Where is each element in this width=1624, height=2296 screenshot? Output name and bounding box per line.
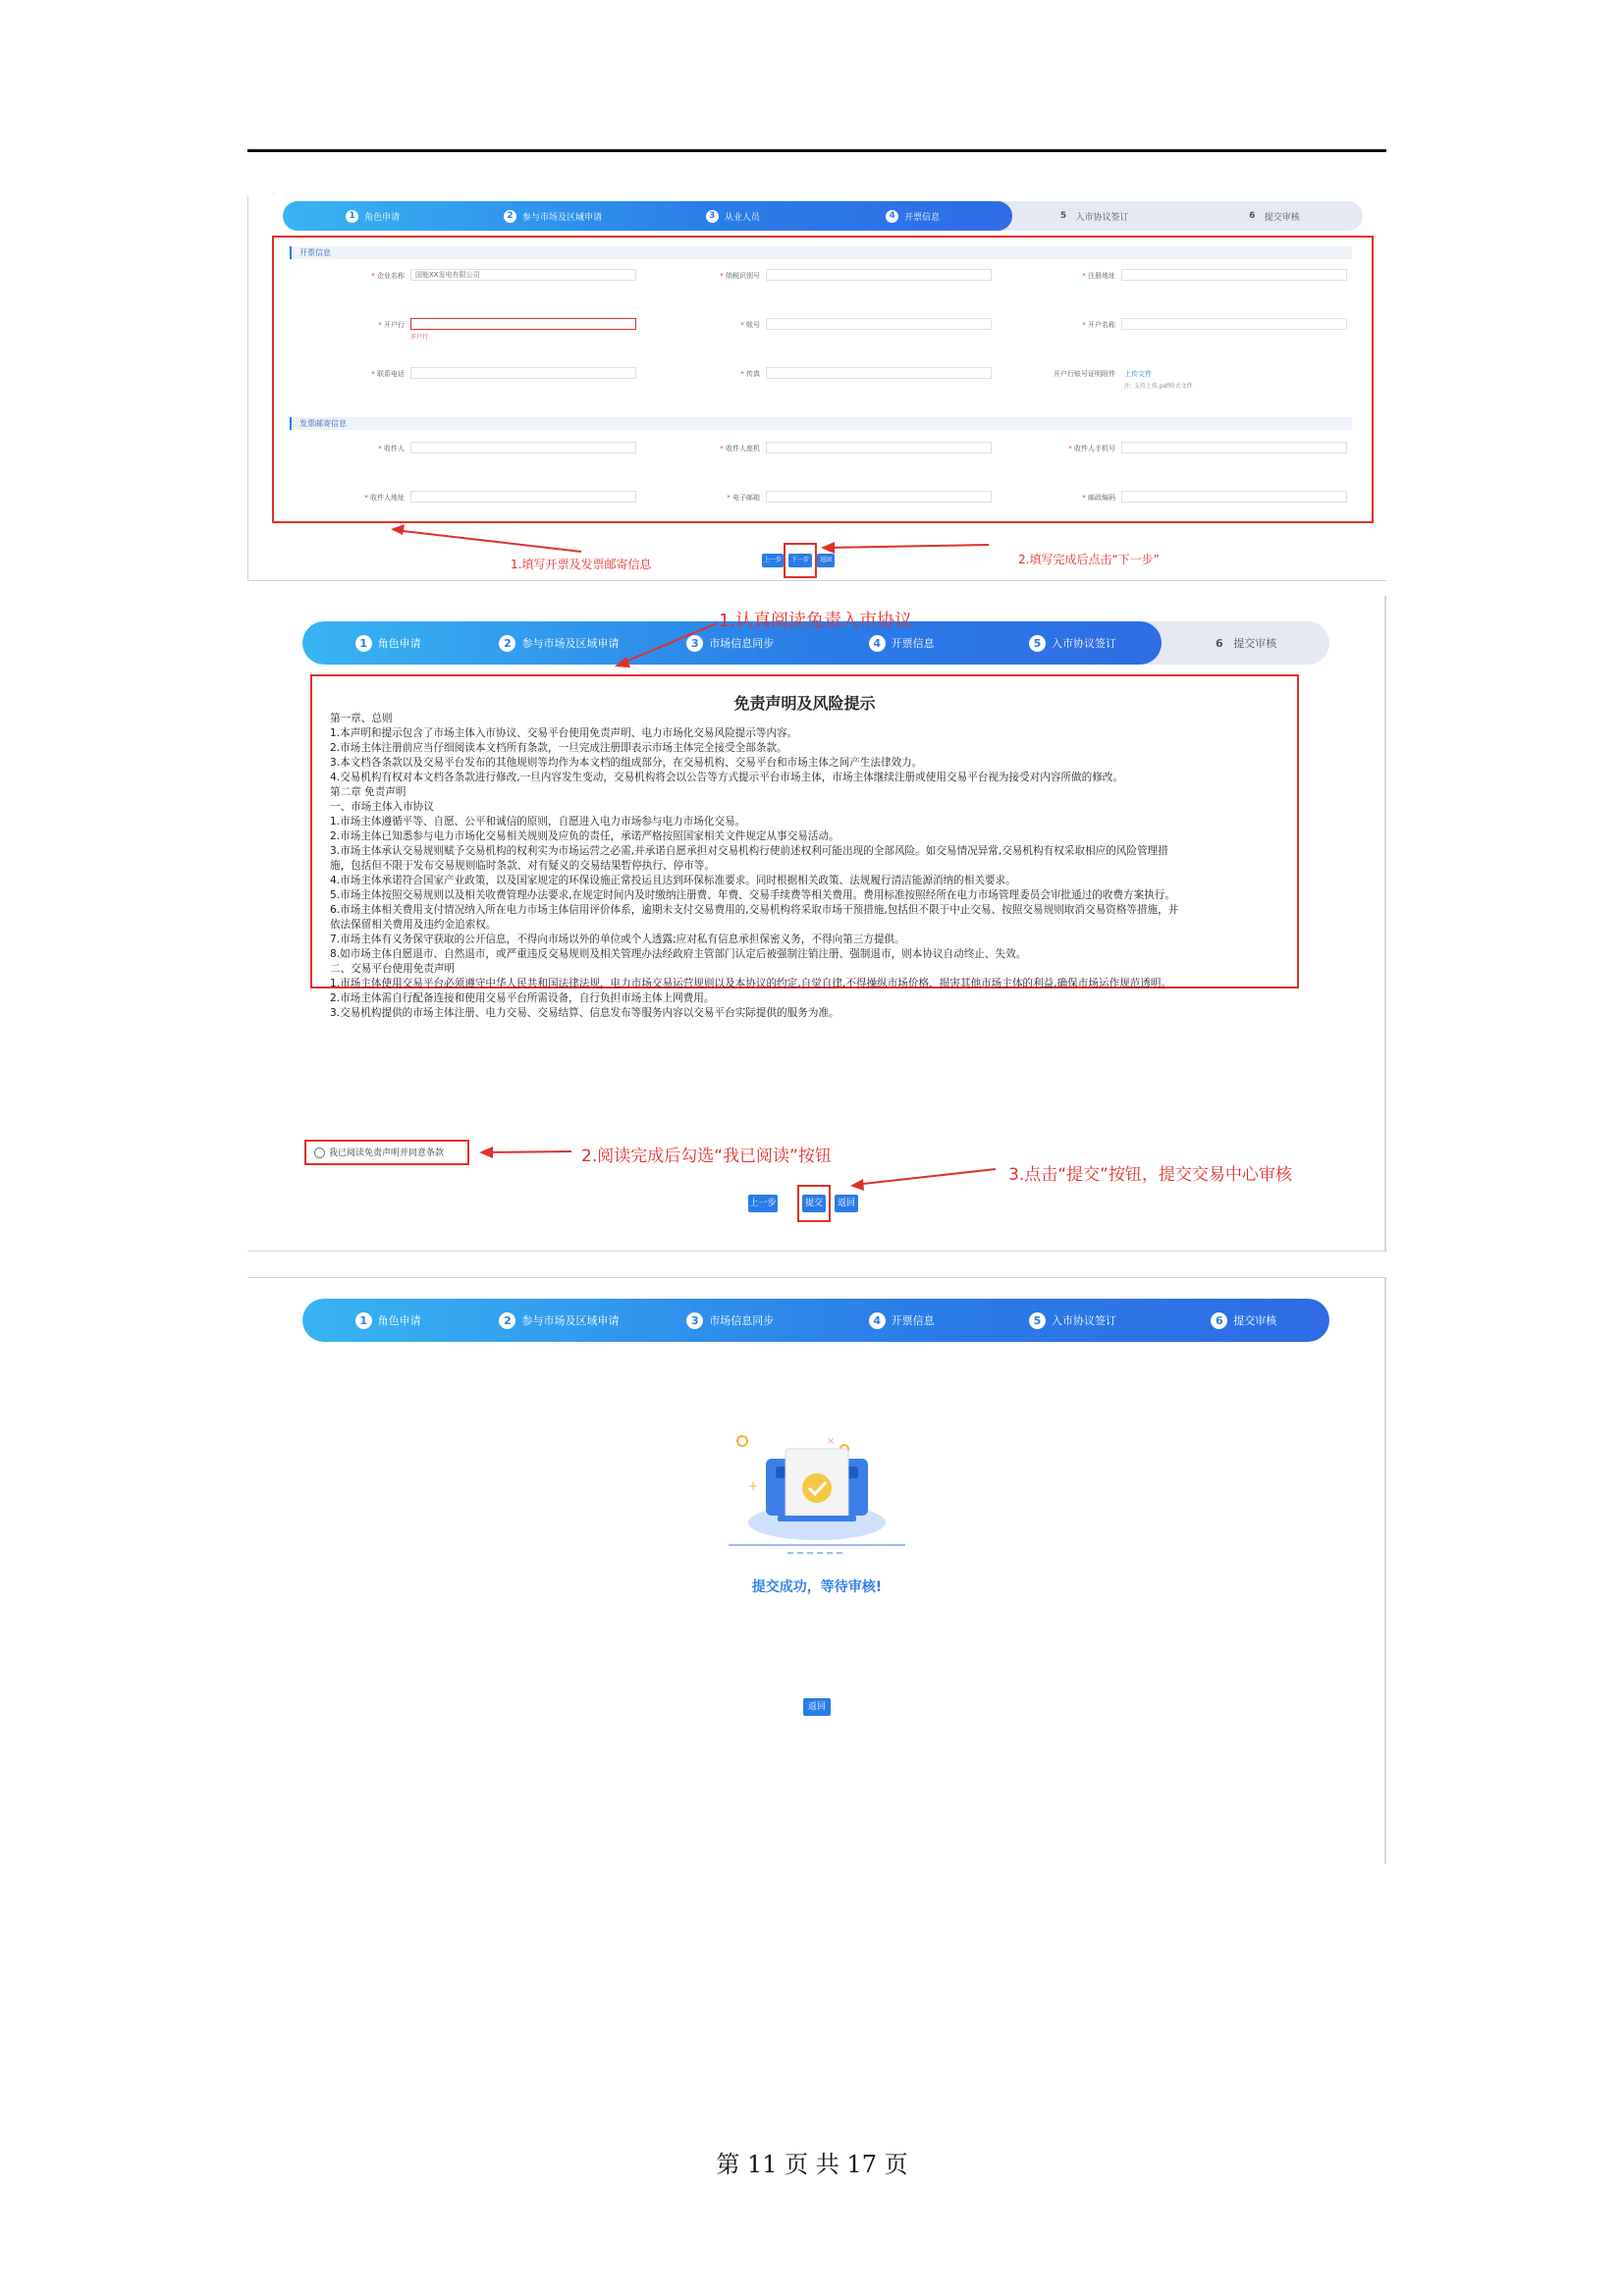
annotation-check: 2.阅读完成后勾选“我已阅读”按钮 <box>581 1147 832 1166</box>
annotation-arrow-fill <box>247 196 1386 581</box>
screenshot-border-top <box>247 1277 1386 1278</box>
step-1[interactable]: 1 角色申请 <box>302 635 473 652</box>
step-2[interactable]: 2 参与市场及区域申请 <box>473 635 644 652</box>
annotation-next: 2.填写完成后点击“下一步” <box>1018 553 1160 566</box>
label-phone: * 联系电话 <box>371 370 405 378</box>
upload-link[interactable]: 上传文件 <box>1124 370 1152 378</box>
step-6[interactable]: 6 提交审核 <box>1215 636 1277 650</box>
step-1[interactable]: 1 角色申请 <box>302 1312 473 1329</box>
label-recipient: * 收件人 <box>378 445 405 453</box>
step-3[interactable]: 3 市场信息同步 <box>645 635 816 652</box>
svg-text:×: × <box>827 1436 836 1447</box>
label-tax-id: * 纳税识别号 <box>720 272 760 280</box>
step-1[interactable]: 1 角色申请 <box>283 210 462 223</box>
step-4[interactable]: 4 开票信息 <box>816 1312 987 1329</box>
step-6[interactable]: 6 提交审核 <box>1249 210 1300 223</box>
step-6[interactable]: 6 提交审核 <box>1159 1312 1329 1329</box>
page-footer: 第 11 页 共 17 页 <box>716 2151 908 2178</box>
label-recipient-tel: * 收件人座机 <box>720 445 760 453</box>
agreement-body: 第一章、总则 1.本声明和提示包含了市场主体入市协议、交易平台使用免责声明、电力市场化交易风险提示等内容。 2.市场主体注册前应当仔细阅读本文档所有条款，一旦完成注册即表示市场主体完全接受全部条款。 3.本文档各条款以及交易平台发布的其他规则等均作为本文档的组成部分，在交易机构、交易平台和市场主体之间产生法律效力。 4.交易机构有权对本文档各条款进行修改,一旦内容发生变动，交易机构将会以公告等方式提示平台市场主体，市场主体继续注册或使用交易平台视为接受对内容所做的修改。 第二章 免责声明 一、市场主体入市协议 1.市场主体遵循平等、自愿、公平和诚信的原则，自愿进入电力市场参与电力市场化交易。 2.市场主体已知悉参与电力市场化交易相关规则及应负的责任，承诺严格按照国家相关文件规定从事交易活动。 3.市场主体承认交易规则赋予交易机构的权利实为市场运营之必需,并承诺自愿承担对交易机构行使前述权利可能出现的全部风险。如交易情况异常,交易机构有权采取相应的风险管理措 施，包括但不限于发布交易规则临时条款、对有疑义的交易结果暂停执行、停市等。 4.市场主体承诺符合国家产业政策，以及国家规定的环保设施正常投运且达到环保标准要求。同时根据相关政策、法规履行清洁能源消纳的相关要求。 5.市场主体按照交易规则以及相关收费管理办法要求,在规定时间内及时缴纳注册费、年费、交易手续费等相关费用。费用标准按照经所在电力市场管理委员会审批通过的收费方案执行。 6.市场主体相关费用支付情况纳入所在电力市场主体信用评价体系，逾期未支付交易费用的,交易机构将采取市场干预措施,包括但不限于中止交易、按照交易规则取消交易资格等措施，并 依法保留相关费用及违约金追索权。 7.市场主体有义务保守获取的公开信息，不得向市场以外的单位或个人透露;应对私有信息承担保密义务，不得向第三方提供。 8.如市场主体自愿退市、自然退市，或严重违反交易规则及相关管理办法经政府主管部门认定后被强制注销注册、强制退市，则本协议自动终止、失效。 二、交易平台使用免责声明 1.市场主体使用交易平台必须遵守中华人民共和国法律法规，电力市场交易运营规则以及本协议的约定,自觉自律,不得操纵市场价格、损害其他市场主体的利益,确保市场运作规范透明。 2.市场主体需自行配备连接和使用交易平台所需设备，自行负担市场主体上网费用。 3.交易机构提供的市场主体注册、电力交易、交易结算、信息发布等服务内容以交易平台实际提供的服务为准。 <box>330 713 1179 1019</box>
submit-button[interactable]: 提交 <box>802 1195 826 1212</box>
label-attachment: 开户行账号证明附件 <box>1054 370 1115 378</box>
success-illustration-icon <box>719 1419 915 1567</box>
agree-checkbox-label: 我已阅读免责声明并同意条款 <box>329 1148 445 1158</box>
success-message: 提交成功，等待审核! <box>751 1579 883 1595</box>
company-name-input[interactable]: 国能XX发电有限公司 <box>410 269 636 281</box>
annotation-read: 1.认真阅读免责入市协议 <box>719 611 913 631</box>
label-recipient-mobile: * 收件人手机号 <box>1068 445 1115 453</box>
label-recipient-addr: * 收件人地址 <box>364 494 405 502</box>
back-button[interactable]: 返回 <box>835 1195 858 1212</box>
screenshot-agreement <box>247 596 1386 1252</box>
label-company: * 企业名称 <box>371 272 405 280</box>
label-account: * 账号 <box>740 321 760 329</box>
section-mail: 发票邮寄信息 <box>290 417 1352 430</box>
step-5[interactable]: 5 入市协议签订 <box>987 635 1158 652</box>
prev-button[interactable]: 上一步 <box>762 554 784 567</box>
step-5[interactable]: 5 入市协议签订 <box>987 1312 1158 1329</box>
step-4[interactable]: 4 开票信息 <box>816 635 987 652</box>
label-fax: * 传真 <box>740 370 760 378</box>
label-email: * 电子邮箱 <box>727 494 760 502</box>
step-4[interactable]: 4 开票信息 <box>823 210 1002 223</box>
agreement-title: 免责声明及风险提示 <box>733 694 876 713</box>
step-5[interactable]: 5 入市协议签订 <box>1059 210 1129 223</box>
screenshot-border-right <box>1384 1277 1386 1864</box>
section-invoice: 开票信息 <box>290 246 1352 259</box>
annotation-fill: 1.填写开票及发票邮寄信息 <box>511 558 652 571</box>
back-button[interactable]: 返回 <box>817 554 835 567</box>
step-2[interactable]: 2 参与市场及区域申请 <box>473 1312 644 1329</box>
upload-hint: 注: 支持上传.pdf格式文件 <box>1124 383 1193 390</box>
back-button[interactable]: 返回 <box>803 1698 831 1716</box>
svg-text:+: + <box>748 1479 759 1493</box>
step-3[interactable]: 3 市场信息同步 <box>645 1312 816 1329</box>
prev-button[interactable]: 上一步 <box>748 1195 778 1212</box>
header-rule <box>247 149 1386 152</box>
step-2[interactable]: 2 参与市场及区域申请 <box>462 210 642 223</box>
label-reg-address: * 注册地址 <box>1082 272 1115 280</box>
label-postcode: * 邮政编码 <box>1082 494 1115 502</box>
step-3[interactable]: 3 从业人员 <box>643 210 823 223</box>
label-account-name: * 开户名称 <box>1082 321 1115 329</box>
screenshot-invoice-info <box>247 196 1386 581</box>
annotation-submit: 3.点击“提交”按钮，提交交易中心审核 <box>1008 1165 1292 1185</box>
screenshot-submit-success <box>247 1277 1386 1864</box>
progress-steps <box>302 1299 1329 1342</box>
bank-error: 开户行 <box>410 334 429 341</box>
next-button[interactable]: 下一步 <box>788 554 812 567</box>
label-bank: * 开户行 <box>378 321 405 329</box>
